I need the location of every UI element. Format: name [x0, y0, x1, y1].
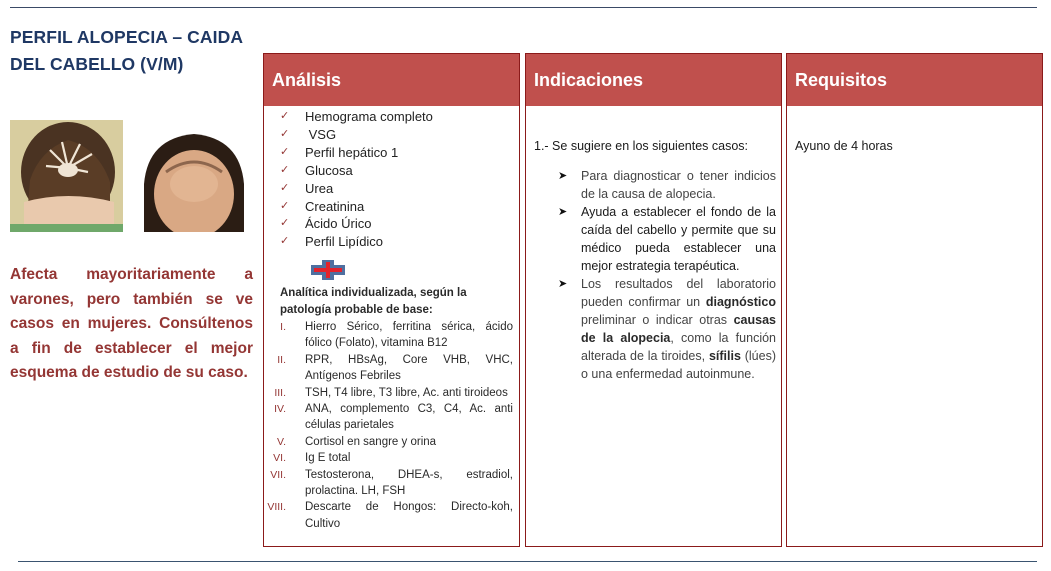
check-icon: ✓: [280, 235, 290, 248]
individualized-list: [264, 319, 513, 532]
intro-blurb: Afecta mayoritariamente a varones, pero también se ve casos en mujeres. Consúltenos a fin de establecer el mejor esquema de estudio de su caso.: [10, 266, 253, 381]
bold-text: causas de la alopecia: [581, 313, 776, 345]
list-item: I. Hierro Sérico, ferritina sérica, ácido fólico (Folato), vitamina B12: [280, 321, 513, 350]
check-icon: ✓: [280, 110, 290, 122]
analisis-card: [263, 53, 520, 547]
medical-cross-icon: [311, 260, 345, 280]
bottom-divider: [18, 561, 1037, 562]
list-item: VIII. Descarte de Hongos: Directo-koh, Cultivo: [267, 501, 513, 530]
arrow-bullet-icon: ➤: [558, 206, 568, 218]
arrow-bullet-icon: ➤: [558, 170, 568, 182]
bold-text: sífilis: [708, 349, 741, 363]
requisitos-card: [786, 53, 1043, 547]
analisis-checklist: [264, 108, 519, 251]
analisis-heading: Análisis: [264, 54, 519, 106]
check-icon: ✓: [280, 163, 290, 176]
bold-text: diagnóstico: [705, 295, 776, 309]
list-item: ✓ Ácido Úrico: [280, 216, 372, 232]
list-item: ✓ Perfil Lipídico: [280, 234, 384, 250]
child-hair-photo: [10, 120, 123, 232]
check-icon: ✓: [280, 217, 290, 230]
indicaciones-intro: 1.- Se sugiere en los siguientes casos:: [534, 139, 749, 153]
photo-gallery: [10, 120, 250, 232]
arrow-bullet-icon: ➤: [558, 278, 568, 290]
list-item: ✓ Urea: [280, 180, 334, 196]
list-item: ✓ Creatinina: [280, 198, 365, 214]
list-item: ➤ Para diagnosticar o tener indicios de la causa de alopecia.: [558, 169, 776, 201]
text-run: (lúes) o una enfermedad autoinmune.: [581, 349, 777, 381]
indicaciones-list: [526, 167, 776, 383]
list-item: [526, 275, 776, 383]
top-divider: [10, 7, 1037, 8]
adult-baldness-photo: [136, 124, 250, 232]
requisitos-heading: Requisitos: [787, 54, 1042, 106]
check-icon: ✓: [280, 127, 290, 140]
indicaciones-card: [525, 53, 782, 547]
check-icon: ✓: [280, 181, 290, 194]
list-item: V. Cortisol en sangre y orina: [277, 435, 437, 448]
list-item: ➤ Ayuda a establecer el fondo de la caída del cabello y permite que su médico pueda establecer una mejor estrategia terapéutica.: [558, 205, 776, 273]
check-icon: ✓: [280, 199, 290, 212]
individualized-heading: Analítica individualizada, según la patología probable de base:: [280, 287, 467, 316]
list-item: VII. Testosterona, DHEA-s, estradiol, prolactina. LH, FSH: [270, 468, 513, 498]
list-item: VI. Ig E total: [273, 452, 351, 465]
list-item: III. TSH, T4 libre, T3 libre, Ac. anti tiroideos: [274, 386, 508, 399]
text-run: Los resultados del laboratorio pueden confirmar un: [581, 277, 776, 309]
list-item: ✓ VSG: [280, 126, 337, 142]
check-icon: ✓: [280, 145, 290, 158]
indicaciones-heading: Indicaciones: [526, 54, 781, 106]
list-item: ✓ Glucosa: [280, 162, 353, 178]
list-item: ✓ Hemograma completo: [280, 109, 433, 124]
list-item: ✓ Perfil hepático 1: [280, 144, 399, 160]
rich-text: [581, 277, 776, 381]
text-run: preliminar o indicar otras: [581, 313, 734, 327]
text-run: , como la función alterada de la tiroides,: [581, 331, 776, 363]
list-item: II. RPR, HBsAg, Core VHB, VHC, Antígenos Febriles: [277, 353, 513, 383]
requisitos-text: Ayuno de 4 horas: [795, 139, 893, 153]
page-title: PERFIL ALOPECIA – CAIDA DEL CABELLO (V/M): [10, 27, 243, 74]
list-item: IV. ANA, complemento C3, C4, Ac. anti células parietales: [274, 403, 513, 432]
